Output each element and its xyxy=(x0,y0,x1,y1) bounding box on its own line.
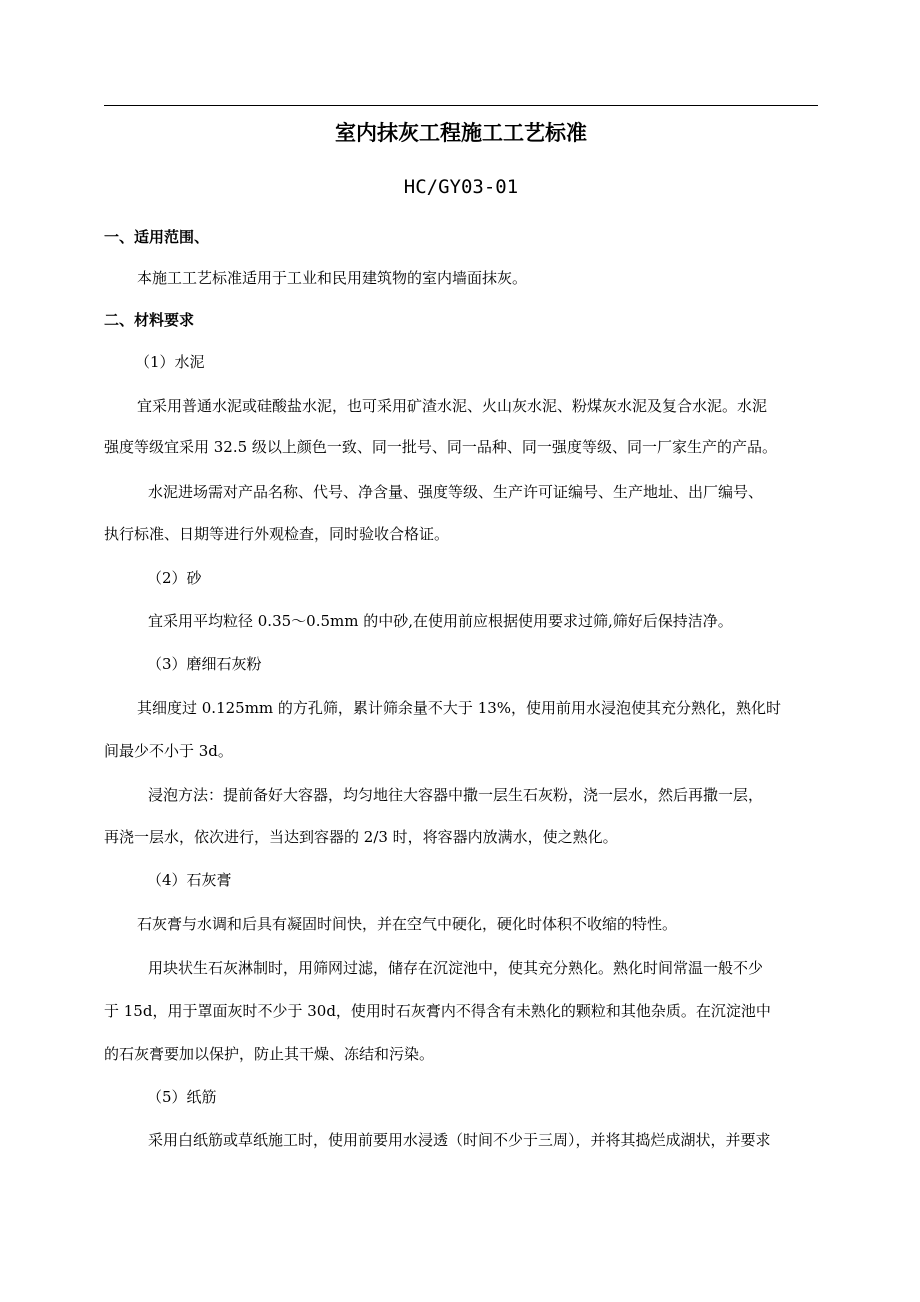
paper-fiber-paragraph-line-1: 采用白纸筋或草纸施工时，使用前要用水浸透（时间不少于三周），并将其捣烂成湖状，并要求 xyxy=(148,1131,771,1149)
document-code: HC/GY03-01 xyxy=(403,176,519,198)
scope-text: 本施工工艺标准适用于工业和民用建筑物的室内墙面抹灰。 xyxy=(137,269,528,287)
lime-putty-paragraph-2-line-3: 的石灰膏要加以保护，防止其干燥、冻结和污染。 xyxy=(104,1045,435,1063)
lime-putty-paragraph-1: 石灰膏与水调和后具有凝固时间快，并在空气中硬化，硬化时体积不收缩的特性。 xyxy=(137,915,678,933)
lime-powder-paragraph-1-line-2: 间最少不小于 3d。 xyxy=(104,742,233,760)
document-title: 室内抹灰工程施工工艺标准 xyxy=(335,121,587,145)
header-rule xyxy=(104,105,818,106)
subheading-lime-powder: （3）磨细石灰粉 xyxy=(147,655,262,673)
lime-powder-paragraph-2-line-1: 浸泡方法：提前备好大容器，均匀地往大容器中撒一层生石灰粉，浇一层水，然后再撒一层， xyxy=(148,786,764,804)
lime-putty-paragraph-2-line-1: 用块状生石灰淋制时，用筛网过滤，储存在沉淀池中，使其充分熟化。熟化时间常温一般不少 xyxy=(148,959,764,977)
lime-powder-paragraph-1-line-1: 其细度过 0.125mm 的方孔筛，累计筛余量不大于 13%，使用前用水浸泡使其充分熟化，熟化时 xyxy=(137,699,782,717)
cement-paragraph-1-line-1: 宜采用普通水泥或硅酸盐水泥，也可采用矿渣水泥、火山灰水泥、粉煤灰水泥及复合水泥。水泥 xyxy=(137,397,768,415)
cement-paragraph-2-line-1: 水泥进场需对产品名称、代号、净含量、强度等级、生产许可证编号、生产地址、出厂编号、 xyxy=(148,483,764,501)
sand-paragraph: 宜采用平均粒径 0.35～0.5mm 的中砂,在使用前应根据使用要求过筛,筛好后保持洁净。 xyxy=(148,612,733,630)
subheading-lime-putty: （4）石灰膏 xyxy=(147,871,232,889)
cement-paragraph-1-line-2: 强度等级宜采用 32.5 级以上颜色一致、同一批号、同一品种、同一强度等级、同一厂家生产的产品。 xyxy=(104,438,777,456)
subheading-sand: （2）砂 xyxy=(147,569,202,587)
subheading-paper-fiber: （5）纸筋 xyxy=(147,1088,217,1106)
lime-putty-paragraph-2-line-2: 于 15d，用于罩面灰时不少于 30d，使用时石灰膏内不得含有未熟化的颗粒和其他杂质。在沉淀池中 xyxy=(104,1002,771,1020)
subheading-cement: （1）水泥 xyxy=(135,353,205,371)
section-heading-materials: 二、材料要求 xyxy=(104,311,195,329)
lime-powder-paragraph-2-line-2: 再浇一层水，依次进行，当达到容器的 2/3 时，将容器内放满水，使之熟化。 xyxy=(104,828,618,846)
cement-paragraph-2-line-2: 执行标准、日期等进行外观检查，同时验收合格证。 xyxy=(104,525,450,543)
section-heading-scope: 一、适用范围、 xyxy=(104,228,210,246)
